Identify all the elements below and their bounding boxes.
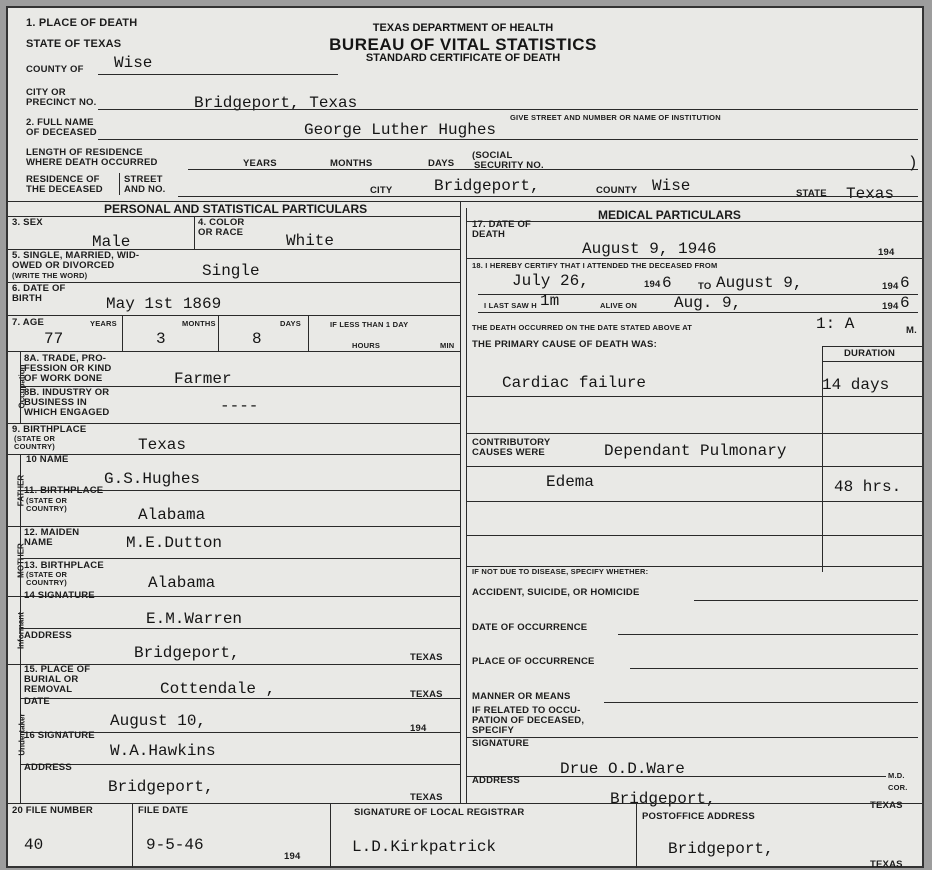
local-registrar-value: L.D.Kirkpatrick — [352, 838, 497, 856]
city-label: CITY — [370, 185, 393, 196]
race-value: White — [286, 232, 335, 250]
social-label-1: (SOCIAL — [472, 150, 513, 161]
last-saw-value: 1m — [540, 292, 560, 310]
alive-on-label: ALIVE ON — [600, 301, 638, 310]
marital-label-2: OWED OR DIVORCED — [12, 260, 115, 271]
row-line-3 — [8, 315, 460, 316]
father-birth-label-2: (STATE OR — [26, 496, 68, 505]
md-label: M.D. — [888, 771, 905, 780]
medical-line-3 — [478, 312, 918, 313]
personal-section-title: PERSONAL AND STATISTICAL PARTICULARS — [104, 202, 368, 216]
full-name-label-1: 2. FULL NAME — [26, 117, 94, 128]
undertaker-address-label: ADDRESS — [24, 762, 72, 773]
full-name-value: George Luther Hughes — [304, 121, 497, 139]
age-months-value: 3 — [156, 330, 166, 348]
birthplace-label-3: COUNTRY) — [14, 442, 55, 451]
contributory-cause-value-2: Edema — [546, 473, 595, 491]
date-occurrence-label: DATE OF OCCURRENCE — [472, 622, 588, 633]
sex-label: 3. SEX — [12, 217, 43, 228]
birthplace-label-2: (STATE OR — [14, 434, 56, 443]
certificate-subtitle: STANDARD CERTIFICATE OF DEATH — [365, 52, 561, 64]
primary-cause-value: Cardiac failure — [502, 374, 647, 392]
undertaker-signature-value: W.A.Hawkins — [110, 742, 216, 760]
informant-address-label: ADDRESS — [24, 630, 72, 641]
postoffice-label: POSTOFFICE ADDRESS — [642, 811, 755, 822]
row-line-10 — [20, 558, 460, 559]
age-days-label: DAYS — [280, 319, 301, 328]
primary-duration-value: 14 days — [822, 376, 890, 394]
marital-value: Single — [202, 262, 260, 280]
mother-birth-label-2: (STATE OR — [26, 570, 68, 579]
mother-birth-label-1: 13. BIRTHPLACE — [24, 560, 104, 571]
sex-divider — [194, 216, 195, 249]
duration-label: DURATION — [844, 348, 896, 359]
row-line-12 — [20, 628, 460, 629]
mother-side-label: MOTHER — [16, 543, 26, 578]
residence-state-value: Texas — [846, 185, 895, 203]
birthplace-label-1: 9. BIRTHPLACE — [12, 424, 87, 435]
burial-label-2: BURIAL OR — [24, 674, 79, 685]
mother-birth-label-3: COUNTRY) — [26, 578, 67, 587]
row-line-16 — [20, 764, 460, 765]
physician-address-label: ADDRESS — [472, 775, 520, 786]
marital-label-3: (WRITE THE WORD) — [12, 271, 88, 280]
related-label-2: PATION OF DECEASED, — [472, 715, 585, 726]
related-label-3: SPECIFY — [472, 725, 515, 736]
death-time-value: 1: A — [816, 315, 855, 333]
father-birth-value: Alabama — [138, 506, 206, 524]
department-title: TEXAS DEPARTMENT OF HEALTH — [372, 22, 554, 34]
contributory-cause-value-1: Dependant Pulmonary — [604, 442, 787, 460]
postoffice-value: Bridgeport, — [668, 840, 774, 858]
mother-maiden-label-2: NAME — [24, 537, 53, 548]
row-line-2 — [8, 282, 460, 283]
row-line-14 — [20, 698, 460, 699]
occupation-side-label: Occupation — [17, 364, 27, 409]
physician-address-value: Bridgeport, — [610, 790, 716, 808]
full-name-label-2: OF DECEASED — [26, 127, 97, 138]
mother-maiden-label-1: 12. MAIDEN — [24, 527, 80, 538]
last-saw-label: I LAST SAW H — [484, 301, 537, 310]
informant-address-value: Bridgeport, — [134, 644, 240, 662]
accident-label: ACCIDENT, SUICIDE, OR HOMICIDE — [472, 587, 640, 598]
residence-length-line — [188, 169, 918, 170]
contributory-label-2: CAUSES WERE — [472, 447, 545, 458]
trade-value: Farmer — [174, 370, 232, 388]
medical-line-8 — [466, 535, 922, 536]
date-occurrence-line — [618, 634, 918, 635]
burial-date-value: August 10, — [110, 712, 207, 730]
death-certificate — [6, 6, 924, 868]
precinct-label: PRECINCT NO. — [26, 97, 97, 108]
street-label-1: STREET — [124, 174, 163, 185]
dob-value: May 1st 1869 — [106, 295, 222, 313]
medical-line-7 — [466, 501, 922, 502]
father-name-value: G.S.Hughes — [104, 470, 201, 488]
alive-year-label: 194 — [882, 301, 899, 312]
related-line — [466, 737, 918, 738]
medical-line-6 — [466, 466, 922, 467]
related-label-1: IF RELATED TO OCCU- — [472, 705, 581, 716]
age-years-value: 77 — [44, 330, 64, 348]
dob-label-2: BIRTH — [12, 293, 43, 304]
dob-label-1: 6. DATE OF — [12, 283, 66, 294]
burial-date-label: DATE — [24, 696, 50, 707]
length-residence-label-1: LENGTH OF RESIDENCE — [26, 147, 143, 158]
mother-birth-value: Alabama — [148, 574, 216, 592]
footer-divider-3 — [636, 803, 637, 868]
informant-signature-value: E.M.Warren — [146, 610, 243, 628]
less-than-day-label: IF LESS THAN 1 DAY — [330, 320, 409, 329]
street-institution-note: GIVE STREET AND NUMBER OR NAME OF INSTITUTION — [510, 113, 721, 122]
age-divider-3 — [308, 315, 309, 351]
residence-label-2: THE DECEASED — [26, 184, 103, 195]
industry-value: ---- — [220, 397, 259, 415]
certify-label: 18. I HEREBY CERTIFY THAT I ATTENDED THE DECEASED FROM — [472, 261, 718, 270]
place-occurrence-label: PLACE OF OCCURRENCE — [472, 656, 595, 667]
date-of-death-label-1: 17. DATE OF — [472, 219, 532, 230]
city-value: Bridgeport, Texas — [194, 94, 358, 112]
medical-header-rule — [466, 221, 922, 222]
years-label: YEARS — [243, 158, 277, 169]
file-date-label: FILE DATE — [138, 805, 189, 816]
physician-signature-value: Drue O.D.Ware — [560, 760, 685, 778]
color-label-1: 4. COLOR — [198, 217, 245, 228]
state-label: STATE — [796, 188, 827, 199]
undertaker-address-value: Bridgeport, — [108, 778, 214, 796]
paren-close: ) — [908, 154, 918, 172]
county-of-label: COUNTY OF — [26, 64, 84, 75]
duration-top-rule — [822, 346, 922, 347]
place-of-death-label: 1. PLACE OF DEATH — [26, 17, 138, 29]
residence-divider — [119, 173, 120, 195]
row-line-4 — [8, 351, 460, 352]
death-occurred-label: THE DEATH OCCURRED ON THE DATE STATED ABOVE AT — [472, 323, 693, 332]
age-divider-2 — [218, 315, 219, 351]
file-date-value: 9-5-46 — [146, 836, 204, 854]
trade-label-2: FESSION OR KIND — [24, 363, 112, 374]
residence-county-value: Wise — [652, 177, 691, 195]
father-side-label: FATHER — [16, 474, 26, 507]
center-divider — [460, 201, 461, 803]
file-number-value: 40 — [24, 836, 44, 854]
father-birth-label-1: 11. BIRTHPLACE — [24, 485, 104, 496]
alive-year-value: 6 — [900, 294, 910, 312]
file-number-label: 20 FILE NUMBER — [12, 805, 93, 816]
age-days-value: 8 — [252, 330, 262, 348]
industry-label-2: BUSINESS IN — [24, 397, 87, 408]
date-of-death-label-2: DEATH — [472, 229, 506, 240]
duration-header-rule — [822, 361, 922, 362]
min-label: MIN — [440, 341, 455, 350]
attended-from-value: July 26, — [512, 272, 589, 290]
footer-divider-2 — [330, 803, 331, 868]
age-months-label: MONTHS — [182, 319, 216, 328]
medical-line-4 — [466, 396, 922, 397]
footer-divider-1 — [132, 803, 133, 868]
trade-label-1: 8A. TRADE, PRO- — [24, 353, 107, 364]
burial-label-1: 15. PLACE OF — [24, 664, 91, 675]
signature-16-label: 16 SIGNATURE — [24, 730, 95, 741]
age-years-label: YEARS — [90, 319, 117, 328]
local-registrar-label: SIGNATURE OF LOCAL REGISTRAR — [354, 807, 525, 818]
sex-value: Male — [92, 233, 131, 251]
file-year-label: 194 — [284, 851, 301, 862]
color-label-2: OR RACE — [198, 227, 244, 238]
from-year-value: 6 — [662, 274, 672, 292]
city-or-label: CITY OR — [26, 87, 66, 98]
street-label-2: AND NO. — [124, 184, 166, 195]
father-name-label: 10 NAME — [26, 454, 69, 465]
industry-label-1: 8B. INDUSTRY OR — [24, 387, 110, 398]
undertaker-texas-label: TEXAS — [410, 792, 443, 803]
medical-line-1 — [466, 258, 922, 259]
alive-on-value: Aug. 9, — [674, 294, 742, 312]
date-of-death-value: August 9, 1946 — [582, 240, 717, 258]
m-label: M. — [906, 325, 917, 336]
months-label: MONTHS — [330, 158, 373, 169]
industry-label-3: WHICH ENGAGED — [24, 407, 110, 418]
physician-texas-label: TEXAS — [870, 800, 903, 811]
row-line-7 — [8, 454, 460, 455]
age-divider-1 — [122, 315, 123, 351]
city-line — [98, 109, 918, 110]
county-value: Wise — [114, 54, 153, 72]
to-year-label: 194 — [882, 281, 899, 292]
burial-year-label: 194 — [410, 723, 427, 734]
informant-side-label: Informant — [16, 612, 26, 649]
attended-to-value: August 9, — [716, 274, 803, 292]
primary-cause-label: THE PRIMARY CAUSE OF DEATH WAS: — [472, 339, 657, 350]
footer-top-rule — [8, 803, 922, 804]
footer-texas-label: TEXAS — [870, 859, 903, 870]
to-label: TO — [698, 281, 712, 292]
manner-line — [604, 702, 918, 703]
burial-texas-label: TEXAS — [410, 689, 443, 700]
hours-label: HOURS — [352, 341, 381, 350]
contributory-duration-value: 48 hrs. — [834, 478, 902, 496]
age-label: 7. AGE — [12, 317, 44, 328]
physician-line — [466, 776, 886, 777]
marital-label-1: 5. SINGLE, MARRIED, WID- — [12, 250, 140, 261]
from-year-label: 194 — [644, 279, 661, 290]
contributory-label-1: CONTRIBUTORY — [472, 437, 551, 448]
bureau-title: BUREAU OF VITAL STATISTICS — [329, 35, 597, 54]
undertaker-side-label: Undertaker — [17, 713, 27, 756]
birthplace-value: Texas — [138, 436, 187, 454]
informant-texas-label: TEXAS — [410, 652, 443, 663]
manner-label: MANNER OR MEANS — [472, 691, 571, 702]
not-disease-label: IF NOT DUE TO DISEASE, SPECIFY WHETHER: — [472, 567, 649, 576]
full-name-line — [98, 139, 918, 140]
signature-14-label: 14 SIGNATURE — [24, 590, 95, 601]
father-birth-label-3: COUNTRY) — [26, 504, 67, 513]
county-line — [98, 74, 338, 75]
residence-city-value: Bridgeport, — [434, 177, 540, 195]
length-residence-label-2: WHERE DEATH OCCURRED — [26, 157, 158, 168]
center-divider-2 — [466, 208, 467, 803]
medical-section-title: MEDICAL PARTICULARS — [598, 208, 741, 222]
residence-label-1: RESIDENCE OF — [26, 174, 100, 185]
medical-line-5 — [466, 433, 922, 434]
death-year-label: 194 — [878, 247, 895, 258]
burial-place-value: Cottendale , — [160, 680, 276, 698]
physician-signature-label: SIGNATURE — [472, 738, 530, 749]
to-year-value: 6 — [900, 274, 910, 292]
accident-line — [694, 600, 918, 601]
place-occurrence-line — [630, 668, 918, 669]
county-label: COUNTY — [596, 185, 638, 196]
days-label: DAYS — [428, 158, 455, 169]
trade-label-3: OF WORK DONE — [24, 373, 103, 384]
social-label-2: SECURITY NO. — [474, 160, 544, 171]
cor-label: COR. — [888, 783, 908, 792]
burial-label-3: REMOVAL — [24, 684, 73, 695]
residence-line — [178, 196, 918, 197]
state-of-texas-label: STATE OF TEXAS — [26, 38, 122, 50]
mother-maiden-value: M.E.Dutton — [126, 534, 223, 552]
